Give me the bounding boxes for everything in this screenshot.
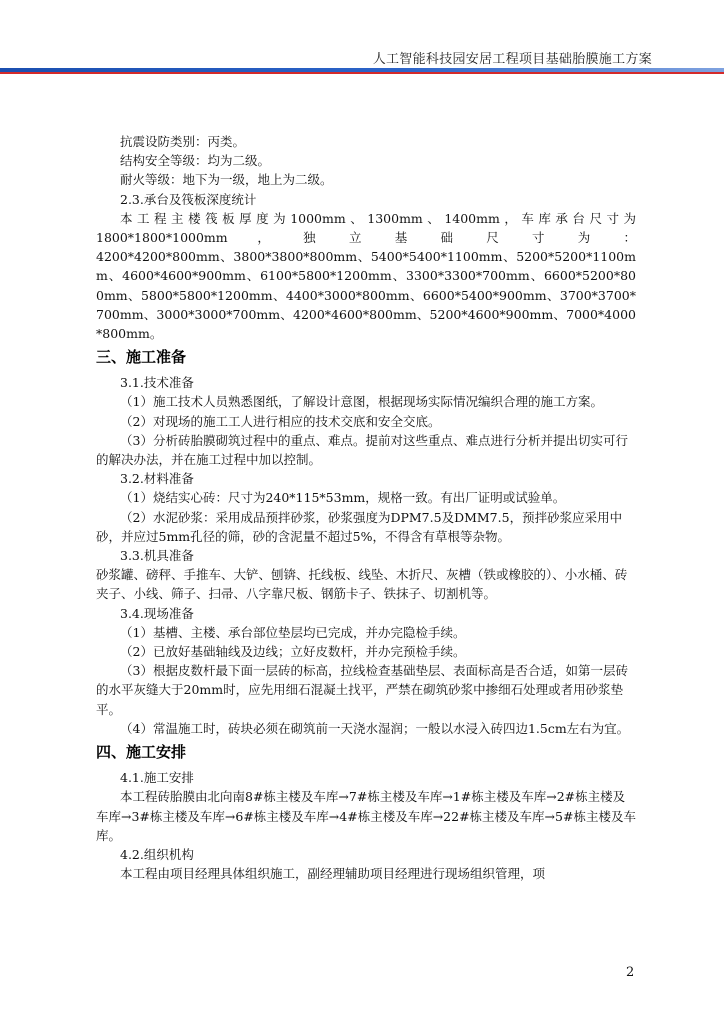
subsection-3-2-heading: 3.2.材料准备 xyxy=(120,471,194,487)
paragraph-3-1-3: （3）分析砖胎膜砌筑过程中的重点、难点。提前对这些重点、难点进行分析并提出切实可行的解决办法，并在施工过程中加以控制。 xyxy=(96,432,628,468)
paragraph-3-1-1: （1）施工技术人员熟悉图纸，了解设计意图，根据现场实际情况编织合理的施工方案。 xyxy=(120,394,603,410)
document-header-title: 人工智能科技园安居工程项目基础胎膜施工方案 xyxy=(372,52,652,67)
subsection-4-1-heading: 4.1.施工安排 xyxy=(120,770,194,786)
header-divider xyxy=(0,68,724,74)
paragraph-3-4-3: （3）根据皮数杆最下面一层砖的标高，拉线检查基础垫层、表面标高是否合适，如第一层砖的水平灰缝大于20mm时，应先用细石混凝土找平，严禁在砌筑砂浆中掺细石处理或者用砂浆垫平。 xyxy=(96,663,628,717)
paragraph-4-2-1: 本工程由项目经理具体组织施工，副经理辅助项目经理进行现场组织管理，项 xyxy=(120,866,546,882)
structure-safety-line: 结构安全等级：均为二级。 xyxy=(120,153,271,169)
page-number: 2 xyxy=(626,965,635,980)
seismic-category-line: 抗震设防类别：丙类。 xyxy=(120,134,246,149)
paragraph-3-3-1: 砂浆罐、磅秤、手推车、大铲、刨锛、托线板、线坠、木折尺、灰槽（铁或橡胶的）、小水桶、砖夹子、小线、筛子、扫帚、八字靠尺板、钢筋卡子、铁抹子、切割机等。 xyxy=(96,567,628,602)
paragraph-3-2-1: （1）烧结实心砖：尺寸为240*115*53mm，规格一致。有出厂证明或试验单。 xyxy=(120,490,566,506)
foundation-size-list: 4200*4200*800mm、3800*3800*800mm、5400*5400*1100mm、5200*5200*1100mm、4600*4600*900mm、6100*5800*1200mm、3300*3300*700mm、6600*5200*800mm、5800*5800*1200mm、4400*3000*800mm、6600*5400*900mm、3700*3700*700mm、3000*3000*700mm、4200*4600*800mm、5200*4600*900mm、7000*4000*800mm。 xyxy=(96,249,636,342)
subsection-4-2-heading: 4.2.组织机构 xyxy=(120,846,194,862)
section-3-heading: 三、施工准备 xyxy=(96,348,187,367)
foundation-size-lead: 1800*1800*1000mm ， 独 立 基 础 尺 寸 为 ： xyxy=(96,230,636,246)
section-4-heading: 四、施工安排 xyxy=(96,743,187,762)
paragraph-3-2-2: （2）水泥砂浆：采用成品预拌砂浆，砂浆强度为DPM7.5及DMM7.5，预拌砂浆应采用中砂，并应过5mm孔径的筛，砂的含泥量不超过5%，不得含有草根等杂物。 xyxy=(96,509,623,544)
fire-resistance-line: 耐火等级：地下为一级，地上为二级。 xyxy=(120,172,333,188)
paragraph-3-4-2: （2）已放好基础轴线及边线；立好皮数杆，并办完预检手续。 xyxy=(120,644,466,660)
subsection-3-4-heading: 3.4.现场准备 xyxy=(120,605,194,621)
subsection-3-3-heading: 3.3.机具准备 xyxy=(120,548,194,564)
header-divider-red xyxy=(0,72,724,74)
paragraph-3-4-4: （4）常温施工时，砖块必须在砌筑前一天浇水湿润；一般以水浸入砖四边1.5cm左右为宜。 xyxy=(120,720,630,736)
paragraph-3-4-1: （1）基槽、主楼、承台部位垫层均已完成，并办完隐检手续。 xyxy=(120,624,466,640)
raft-thickness-paragraph: 本工程主楼筏板厚度为1000mm、1300mm、1400mm，车库承台尺寸为 xyxy=(120,210,636,226)
paragraph-4-1-1: 本工程砖胎膜由北向南8#栋主楼及车库→7#栋主楼及车库→1#栋主楼及车库→2#栋主楼及车库→3#栋主楼及车库→6#栋主楼及车库→4#栋主楼及车库→22#栋主楼及车库→5#栋主楼及车库。 xyxy=(96,789,636,843)
subsection-3-1-heading: 3.1.技术准备 xyxy=(120,375,194,391)
section-2-3-heading: 2.3.承台及筏板深度统计 xyxy=(120,191,257,207)
paragraph-3-1-2: （2）对现场的施工工人进行相应的技术交底和安全交底。 xyxy=(120,413,441,429)
page-body xyxy=(96,132,636,883)
